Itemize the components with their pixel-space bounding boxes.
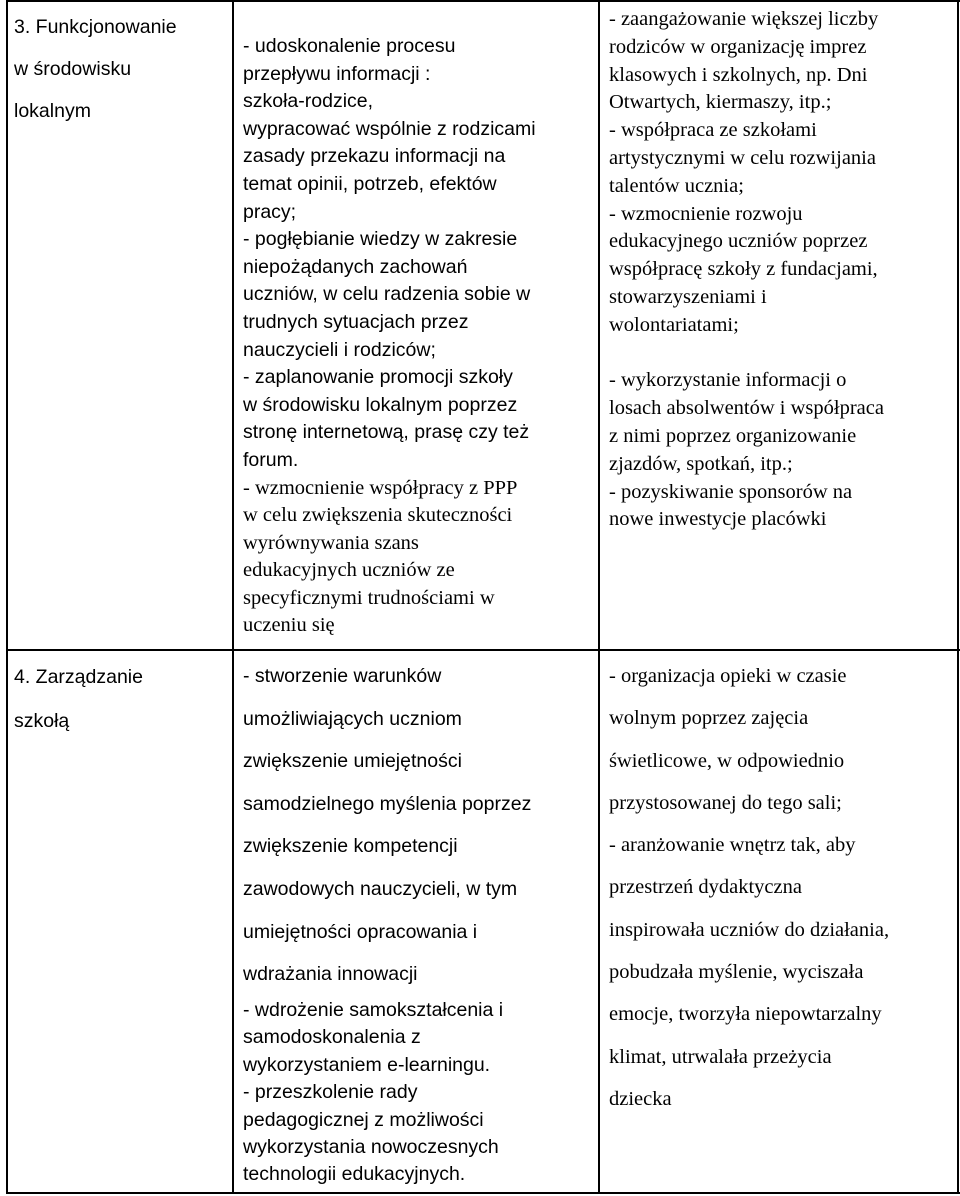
text-line: pobudzała myślenie, wyciszała [609, 961, 864, 984]
text-line [609, 340, 884, 368]
text-line: samodzielnego myślenia poprzez [243, 792, 532, 815]
text-line: współpracę szkoły z fundacjami, [609, 258, 878, 281]
text-line: zjazdów, spotkań, itp.; [609, 452, 793, 475]
text-line: umiejętności opracowania i [243, 920, 478, 943]
row-divider [6, 649, 960, 651]
text-line: samodoskonalenia z [243, 1026, 421, 1049]
text-line: w celu zwiększenia skuteczności [243, 504, 513, 527]
text-line: - organizacja opieki w czasie [609, 665, 847, 687]
text-line: szkoła-rodzice, [243, 90, 374, 113]
table-border-right [957, 0, 959, 1194]
text-line: - wzmocnienie współpracy z PPP [243, 476, 518, 499]
text-line: klasowych i szkolnych, np. Dni [609, 63, 868, 86]
text-line: zasady przekazu informacji na [243, 145, 506, 168]
text-line: wolontariatami; [609, 313, 739, 336]
section-title: w środowisku [14, 58, 132, 80]
text-line: - zaplanowanie promocji szkoły [243, 366, 513, 389]
text-line: zwiększenie kompetencji [243, 835, 458, 858]
text-line: nauczycieli i rodziców; [243, 338, 436, 361]
text-line: - zaangażowanie większej liczby [609, 8, 879, 30]
text-line: umożliwiających uczniom [243, 707, 462, 730]
text-line: przepływu informacji : [243, 62, 431, 85]
section-cell [14, 655, 143, 743]
text-line: losach absolwentów i współpraca [609, 397, 884, 420]
text-line: - stworzenie warunków [243, 665, 442, 687]
text-line: nowe inwestycje placówki [609, 508, 827, 531]
text-line: w środowisku lokalnym poprzez [243, 393, 518, 416]
actions-cell [609, 6, 884, 534]
column-divider [598, 0, 600, 1194]
actions-cell [243, 997, 503, 1189]
text-line: wolnym poprzez zajęcia [609, 707, 809, 730]
text-line: wyrównywania szans [243, 531, 419, 554]
section-title: 3. Funkcjonowanie [14, 16, 177, 38]
text-line: - wykorzystanie informacji o [609, 369, 847, 392]
text-line: - współpraca ze szkołami [609, 119, 817, 142]
text-line: artystycznymi w celu rozwijania [609, 146, 876, 169]
text-line: - udoskonalenie procesu [243, 35, 456, 57]
text-line: forum. [243, 448, 299, 471]
text-line: edukacyjnych uczniów ze [243, 559, 455, 582]
actions-cell [243, 655, 531, 996]
section-title: lokalnym [14, 100, 91, 122]
section-title: szkołą [14, 710, 70, 732]
text-line: uczeniu się [243, 614, 335, 637]
text-line: temat opinii, potrzeb, efektów [243, 172, 497, 195]
table-border-bottom [6, 1192, 960, 1194]
text-line: specyficznymi trudnościami w [243, 586, 495, 609]
text-line: - wdrożenie samokształcenia i [243, 999, 504, 1021]
text-line: dziecka [609, 1087, 672, 1110]
text-line: inspirowała uczniów do działania, [609, 918, 890, 941]
text-line: wykorzystaniem e-learningu. [243, 1053, 491, 1076]
text-line: edukacyjnego uczniów poprzez [609, 230, 868, 253]
text-line: zwiększenie umiejętności [243, 750, 462, 773]
text-line: pracy; [243, 200, 297, 223]
text-line: pedagogicznej z możliwości [243, 1108, 484, 1131]
text-line: Otwartych, kiermaszy, itp.; [609, 91, 832, 114]
text-line: wdrażania innowacji [243, 963, 418, 986]
text-line: wypracować wspólnie z rodzicami [243, 117, 536, 140]
text-line: rodziców w organizację imprez [609, 35, 867, 58]
text-line: - aranżowanie wnętrz tak, aby [609, 834, 856, 857]
text-line: przestrzeń dydaktyczna [609, 876, 802, 899]
actions-cell [609, 655, 889, 1120]
text-line: niepożądanych zachowań [243, 255, 468, 278]
text-line: trudnych sytuacjach przez [243, 310, 469, 333]
text-line: z nimi poprzez organizowanie [609, 424, 857, 447]
text-line: - przeszkolenie rady [243, 1081, 418, 1104]
text-line: stronę internetową, prasę czy też [243, 421, 530, 444]
actions-cell [243, 33, 536, 640]
text-line: świetlicowe, w odpowiednio [609, 749, 845, 772]
text-line: stowarzyszeniami i [609, 285, 767, 308]
text-line: technologii edukacyjnych. [243, 1163, 466, 1186]
text-line: uczniów, w celu radzenia sobie w [243, 283, 531, 306]
text-line: zawodowych nauczycieli, w tym [243, 877, 518, 900]
text-line: klimat, utrwalała przeżycia [609, 1045, 832, 1068]
text-line: - wzmocnienie rozwoju [609, 202, 803, 225]
text-line: wykorzystania nowoczesnych [243, 1136, 499, 1159]
table-border-top [6, 0, 960, 2]
text-line: talentów ucznia; [609, 174, 744, 197]
text-line: przystosowanej do tego sali; [609, 791, 842, 814]
text-line: emocje, tworzyła niepowtarzalny [609, 1003, 882, 1026]
section-cell [14, 6, 177, 132]
column-divider [232, 0, 234, 1194]
table-border-left [6, 0, 8, 1194]
text-line: - pozyskiwanie sponsorów na [609, 480, 853, 503]
section-title: 4. Zarządzanie [14, 666, 143, 688]
text-line: - pogłębianie wiedzy w zakresie [243, 228, 518, 251]
